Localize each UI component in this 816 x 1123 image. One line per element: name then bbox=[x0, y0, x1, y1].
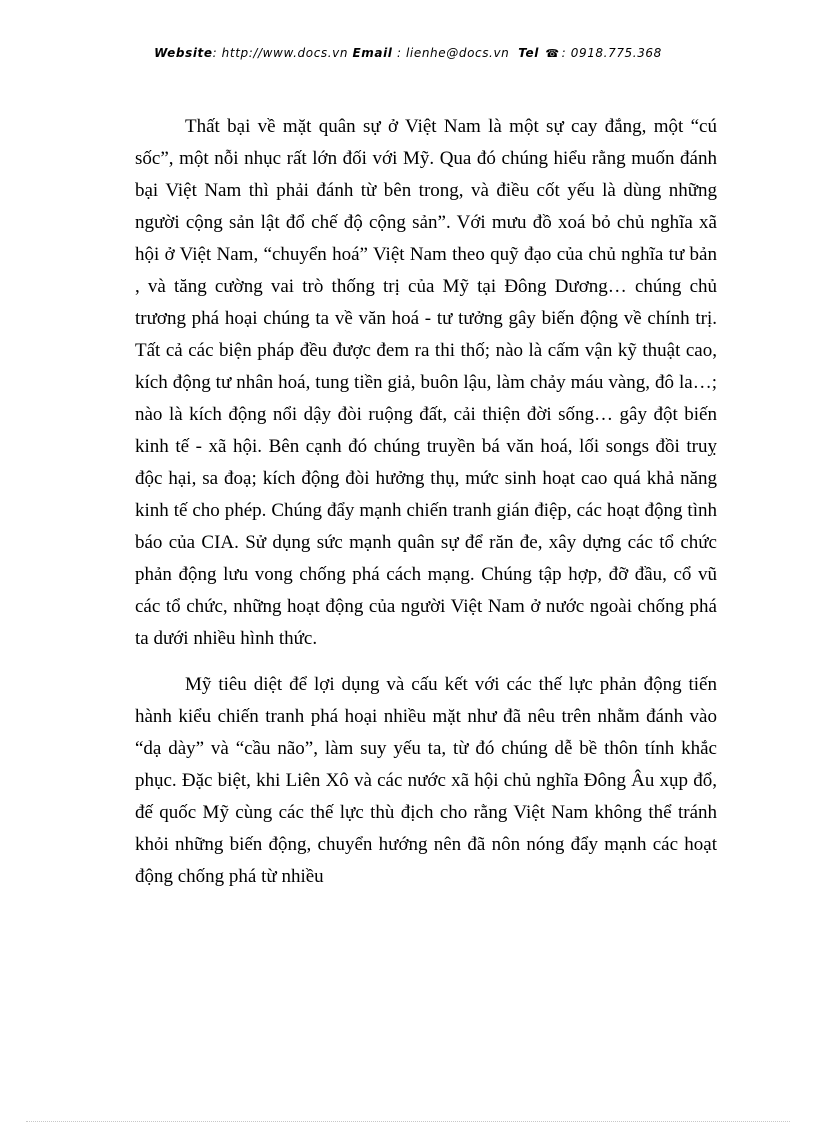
website-link[interactable]: : http://www.docs.vn bbox=[212, 46, 349, 60]
email-label: Email bbox=[352, 46, 393, 60]
paragraph: Thất bại về mặt quân sự ở Việt Nam là một sự cay đắng, một “cú sốc”, một nỗi nhục rất lớn đối với Mỹ. Qua đó chúng hiểu rằng muốn đánh bại Việt Nam thì phải đánh từ bên trong, và điều cốt yếu là dùng những người cộng sản lật đổ chế độ cộng sản”. Với mưu đồ xoá bỏ chủ nghĩa xã hội ở Việt Nam, “chuyển hoá” Việt Nam theo quỹ đạo của chủ nghĩa tư bản , và tăng cường vai trò thống trị của Mỹ tại Đông Dương… chúng chủ trương phá hoại chúng ta về văn hoá - tư tưởng gây biến động về chính trị. Tất cả các biện pháp đều được đem ra thi thố; nào là cấm vận kỹ thuật cao, kích động tư nhân hoá, tung tiền giả, buôn lậu, làm chảy máu vàng, đô la…; nào là kích động nổi dậy đòi ruộng đất, cải thiện đời sống… gây đột biến kinh tế - xã hội. Bên cạnh đó chúng truyền bá văn hoá, lối songs đồi truỵ độc hại, sa đoạ; kích động đòi hưởng thụ, mức sinh hoạt cao quá khả năng kinh tế cho phép. Chúng đẩy mạnh chiến tranh gián điệp, các hoạt động tình báo của CIA. Sử dụng sức mạnh quân sự để răn đe, xây dựng các tổ chức phản động lưu vong chống phá cách mạng. Chúng tập hợp, đỡ đầu, cổ vũ các tổ chức, những hoạt động của người Việt Nam ở nước ngoài chống phá ta dưới nhiều hình thức. bbox=[135, 116, 717, 649]
paragraph: Mỹ tiêu diệt để lợi dụng và cấu kết với các thế lực phản động tiến hành kiểu chiến tranh phá hoại nhiều mặt như đã nêu trên nhằm đánh vào “dạ dày” và “cầu não”, làm suy yếu ta, từ đó chúng dễ bề thôn tính khắc phục. Đặc biệt, khi Liên Xô và các nước xã hội chủ nghĩa Đông Âu xụp đổ, đế quốc Mỹ cùng các thế lực thù địch cho rằng Việt Nam không thể tránh khỏi những biến động, chuyển hướng nên đã nôn nóng đẩy mạnh các hoạt động chống phá từ nhiều bbox=[135, 674, 717, 887]
document-body bbox=[135, 111, 717, 893]
phone-icon: ☎ bbox=[545, 47, 560, 60]
page-bottom-rule bbox=[26, 1121, 790, 1122]
tel-value: : 0918.775.368 bbox=[561, 46, 662, 60]
tel-label: Tel bbox=[518, 46, 539, 60]
page-header bbox=[0, 46, 816, 60]
email-link[interactable]: : lienhe@docs.vn bbox=[392, 46, 510, 60]
website-label: Website bbox=[154, 46, 213, 60]
